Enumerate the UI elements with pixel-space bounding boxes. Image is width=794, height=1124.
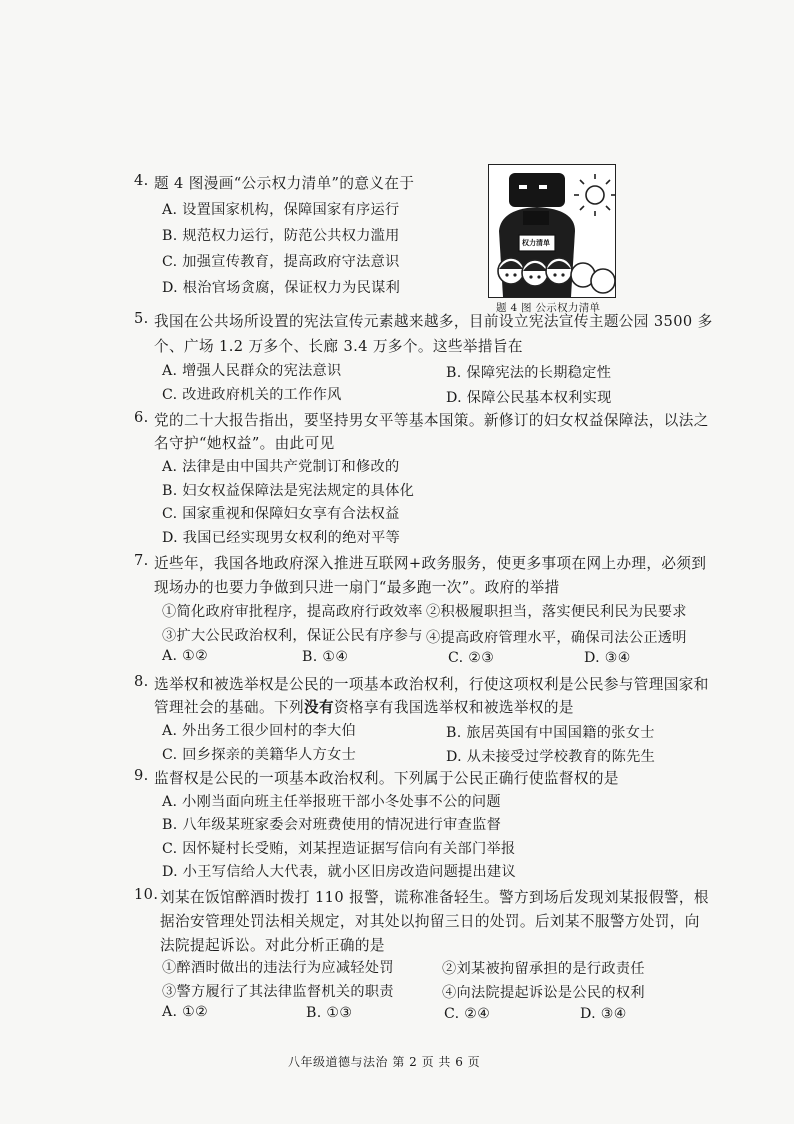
question-7-statement-4: ④提高政府管理水平，确保司法公正透明: [426, 630, 687, 646]
question-7-option-b: B. ①④: [302, 649, 349, 665]
question-7-stem-line-1: 近些年，我国各地政府深入推进互联网+政务服务，使更多事项在网上办理，必须到: [154, 555, 707, 572]
figure-caption: 题 4 图 公示权力清单: [496, 302, 601, 314]
question-7-option-c: C. ②③: [448, 650, 495, 666]
question-9-option-c: C. 因怀疑村长受贿，刘某捏造证据写信向有关部门举报: [162, 841, 516, 857]
question-5-stem-line-2: 个、广场 1.2 万多个、长廊 3.4 万多个。这些举措旨在: [154, 338, 523, 355]
question-8-stem-line-2: [154, 696, 574, 717]
question-10-stem-line-2: 据治安管理处罚法相关规定，对其处以拘留三日的处罚。后刘某不服警方处罚，向: [160, 913, 700, 930]
question-5-option-b: B. 保障宪法的长期稳定性: [446, 365, 612, 381]
question-7-statement-1: ①简化政府审批程序，提高政府行政效率: [162, 604, 423, 620]
question-6-number: 6.: [134, 409, 149, 426]
question-6-stem-line-1: 党的二十大报告指出，要坚持男女平等基本国策。新修订的妇女权益保障法，以法之: [154, 412, 709, 429]
question-4-option-d: D. 根治官场贪腐，保证权力为民谋利: [162, 280, 401, 296]
question-6-option-b: B. 妇女权益保障法是宪法规定的具体化: [162, 483, 415, 499]
question-10-stem-line-3: 法院提起诉讼。对此分析正确的是: [160, 937, 385, 954]
question-10-stem-line-1: 刘某在饭馆醉酒时拨打 110 报警，谎称准备轻生。警方到场后发现刘某报假警，根: [160, 889, 709, 906]
question-10-option-c: C. ②④: [444, 1006, 491, 1022]
question-4-option-c: C. 加强宣传教育，提高政府守法意识: [162, 254, 400, 270]
question-8-option-a: A. 外出务工很少回村的李大伯: [162, 723, 357, 739]
question-9-stem: 监督权是公民的一项基本政治权利。下列属于公民正确行使监督权的是: [154, 770, 619, 787]
question-7-statement-2: ②积极履职担当，落实便民利民为民要求: [426, 604, 687, 620]
question-5-number: 5.: [134, 310, 149, 327]
question-5-option-c: C. 改进政府机关的工作作风: [162, 387, 342, 403]
question-8-stem-line-2-post: 资格享有我国选举权和被选举权的是: [333, 699, 574, 716]
question-8-stem-line-1: 选举权和被选举权是公民的一项基本政治权利，行使这项权利是公民参与管理国家和: [154, 676, 709, 693]
question-8-emphasis: 没有: [303, 699, 334, 716]
question-4-cartoon: [488, 164, 616, 298]
page-footer: 八年级道德与法治 第 2 页 共 6 页: [288, 1055, 481, 1069]
question-5-option-d: D. 保障公民基本权利实现: [446, 390, 612, 406]
question-9-number: 9.: [134, 767, 149, 784]
question-10-option-a: A. ①②: [162, 1004, 209, 1020]
question-7-statement-3: ③扩大公民政治权利，保证公民有序参与: [162, 628, 423, 644]
question-10-statement-1: ①醉酒时做出的违法行为应减轻处罚: [162, 960, 394, 976]
question-5-stem-line-1: 我国在公共场所设置的宪法宣传元素越来越多，目前设立宪法宣传主题公园 3500 多: [154, 313, 713, 330]
question-6-option-c: C. 国家重视和保障妇女享有合法权益: [162, 506, 400, 522]
question-4-option-b: B. 规范权力运行，防范公共权力滥用: [162, 228, 400, 244]
question-4-number: 4.: [134, 172, 149, 189]
question-7-option-d: D. ③④: [584, 650, 631, 666]
question-8-option-c: C. 回乡探亲的美籍华人方女士: [162, 747, 357, 763]
question-8-number: 8.: [134, 673, 149, 690]
question-6-stem-line-2: 名守护“她权益”。由此可见: [154, 435, 335, 452]
question-6-option-a: A. 法律是由中国共产党制订和修改的: [162, 459, 400, 475]
question-8-option-d: D. 从未接受过学校教育的陈先生: [446, 749, 656, 765]
question-10-option-d: D. ③④: [580, 1006, 627, 1022]
question-7-stem-line-2: 现场办的也要力争做到只进一扇门“最多跑一次”。政府的举措: [154, 579, 560, 596]
question-10-number: 10.: [134, 886, 159, 903]
cartoon-sign-text: 权力清单: [522, 239, 550, 247]
question-4-option-a: A. 设置国家机构，保障国家有序运行: [162, 202, 400, 218]
question-8-stem-line-2-pre: 管理社会的基础。下列: [154, 699, 304, 716]
sun-icon: [574, 174, 615, 216]
cartoon-drawing: [489, 165, 615, 297]
question-5-option-a: A. 增强人民群众的宪法意识: [162, 363, 342, 379]
question-10-option-b: B. ①③: [306, 1005, 353, 1021]
question-8-option-b: B. 旅居英国有中国国籍的张女士: [446, 725, 655, 741]
question-7-option-a: A. ①②: [162, 648, 209, 664]
question-10-statement-4: ④向法院提起诉讼是公民的权利: [442, 985, 645, 1001]
question-9-option-b: B. 八年级某班家委会对班费使用的情况进行审查监督: [162, 817, 502, 833]
question-10-statement-2: ②刘某被拘留承担的是行政责任: [442, 961, 645, 977]
question-9-option-d: D. 小王写信给人大代表，就小区旧房改造问题提出建议: [162, 864, 517, 880]
question-7-number: 7.: [134, 552, 149, 569]
question-10-statement-3: ③警方履行了其法律监督机关的职责: [162, 984, 394, 1000]
question-9-option-a: A. 小刚当面向班主任举报班干部小冬处事不公的问题: [162, 794, 501, 810]
question-4-stem: 题 4 图漫画“公示权力清单”的意义在于: [154, 175, 415, 192]
question-6-option-d: D. 我国已经实现男女权利的绝对平等: [162, 530, 401, 546]
